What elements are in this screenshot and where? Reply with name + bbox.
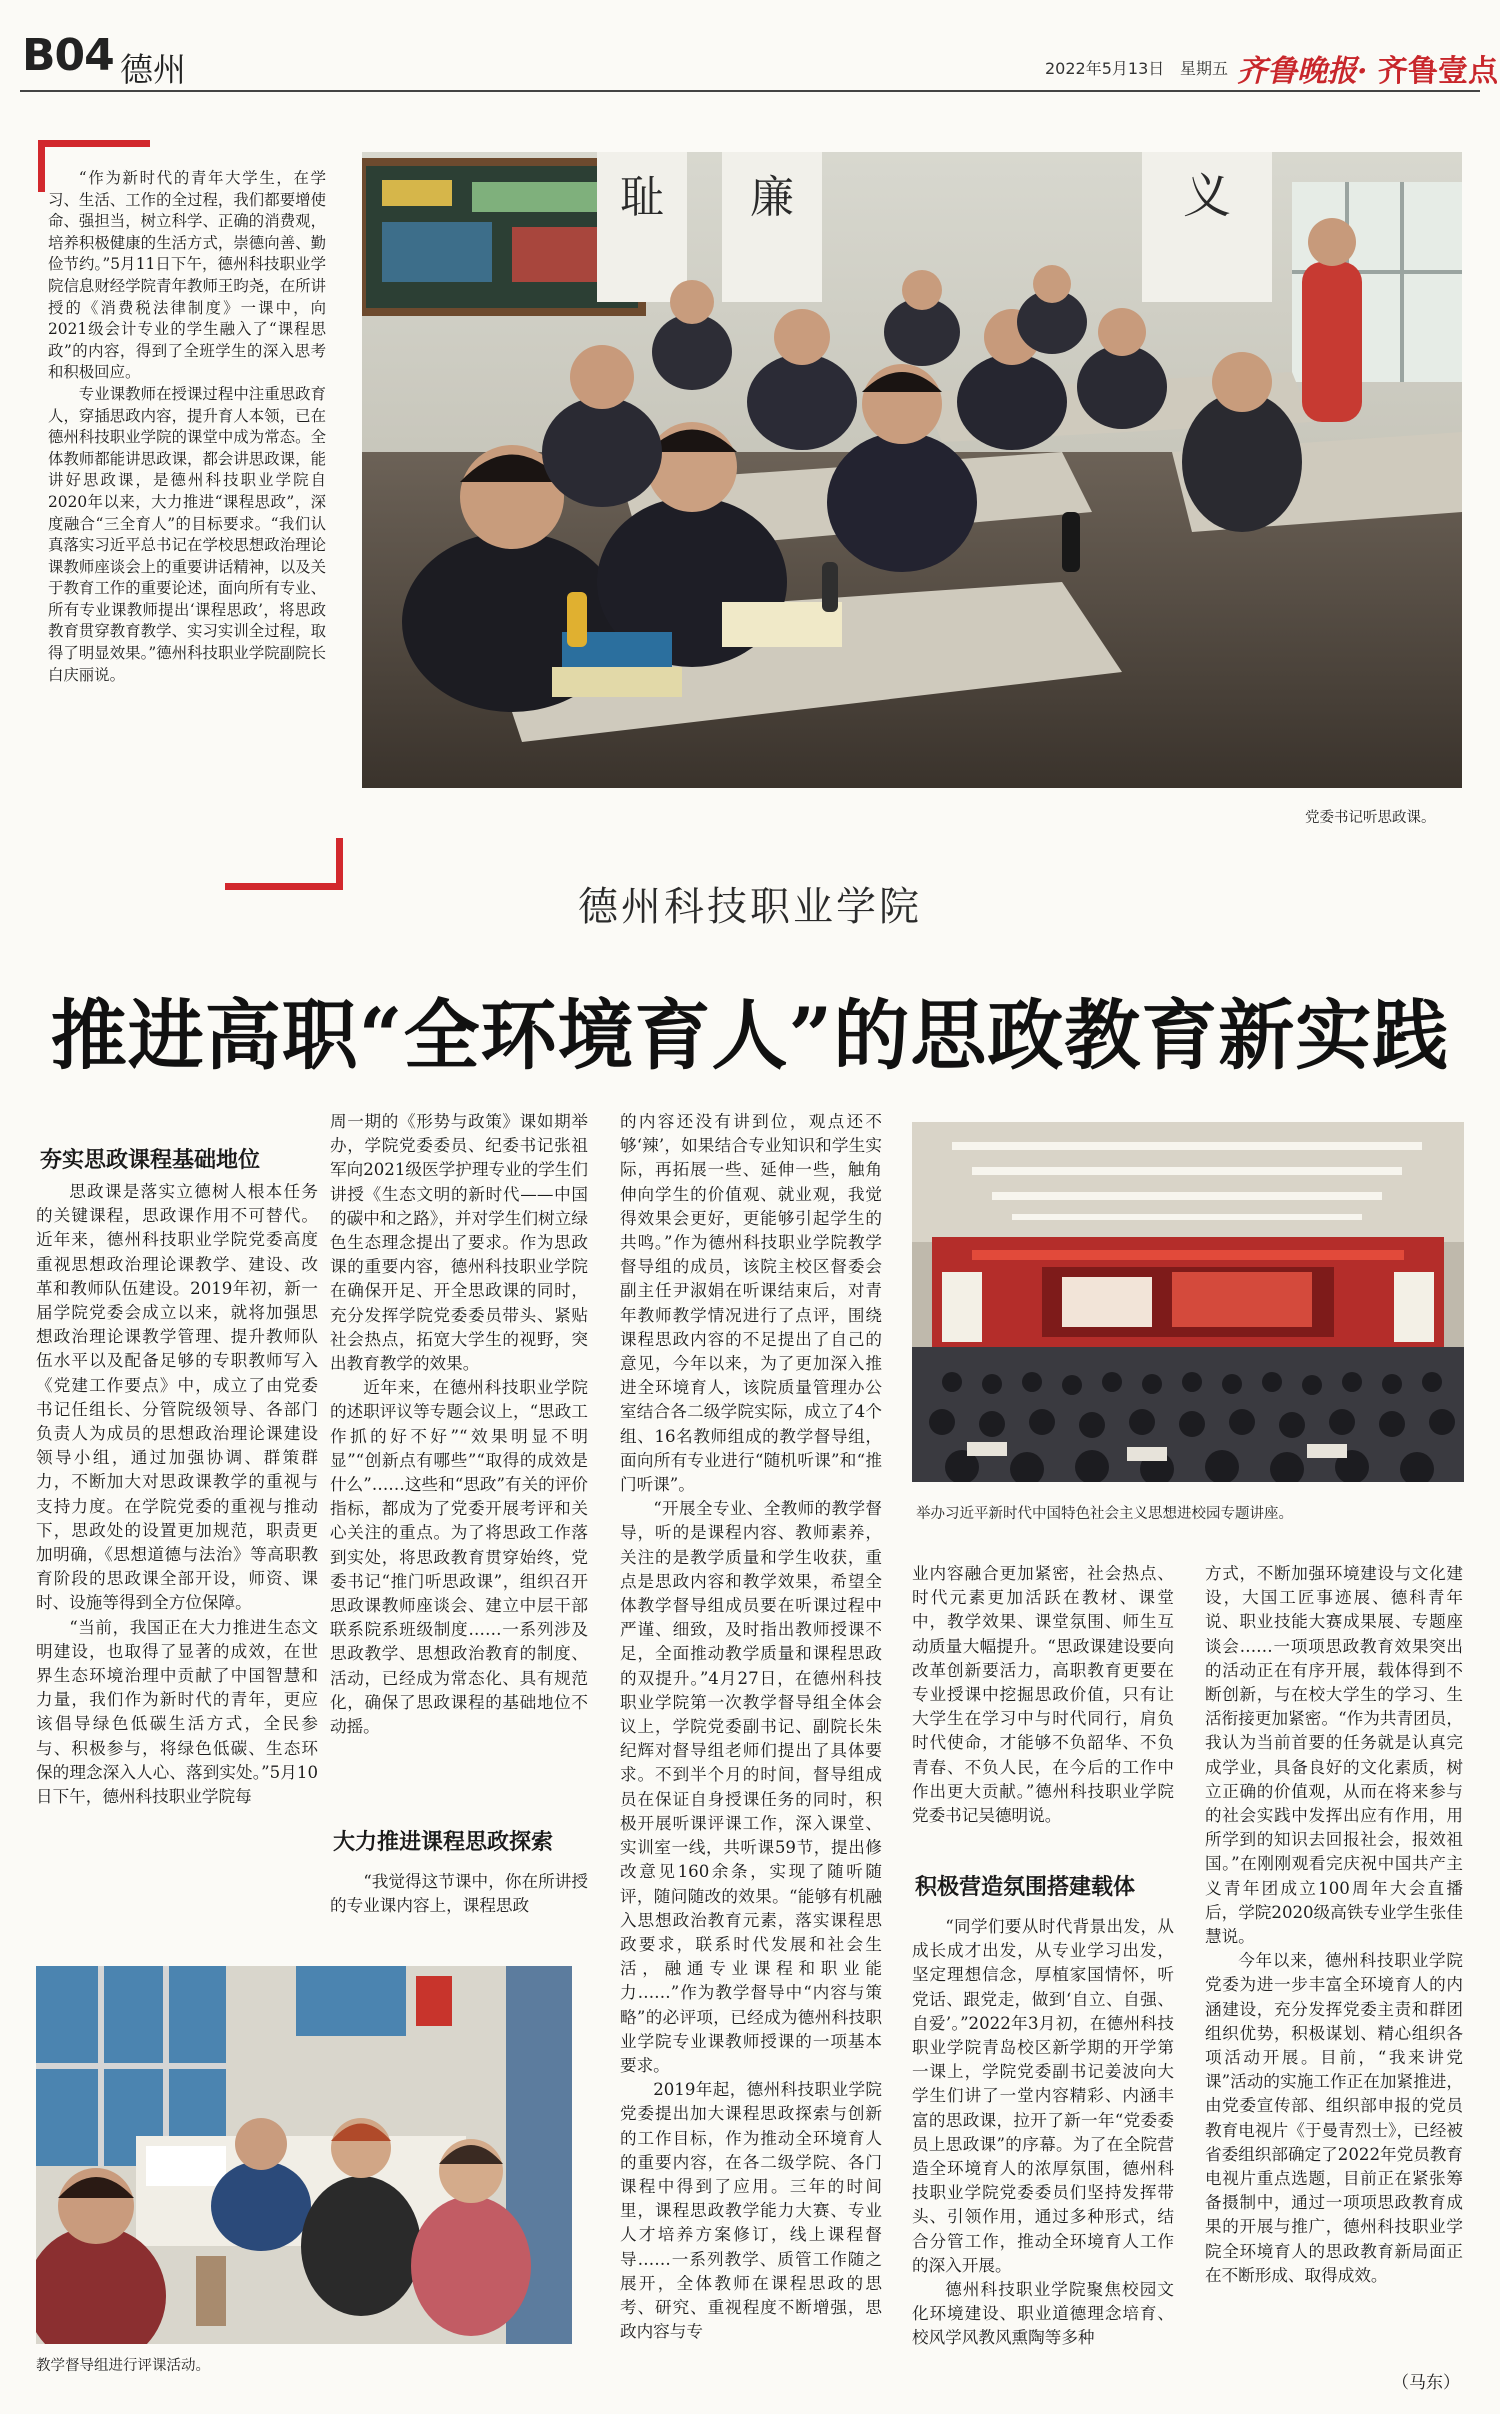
column-2 — [330, 1110, 588, 1739]
body-paragraph: 周一期的《形势与政策》课如期举办，学院党委委员、纪委书记张祖军向2021级医学护理专业的学生们讲授《生态文明的新时代——中国的碳中和之路》，并对学生们树立绿色生态理念提出了要求。作为思政课的重要内容，德州科技职业学院在确保开足、开全思政课的同时，充分发挥学院党委委员带头、紧贴社会热点，拓宽大学生的视野，突出教育教学的效果。 — [330, 1112, 588, 1374]
photo-caption: 举办习近平新时代中国特色社会主义思想进校园专题讲座。 — [916, 1506, 1293, 1522]
body-paragraph: 近年来，在德州科技职业学院的述职评议等专题会议上，“思政工作抓的好不好”“效果明显不明显”“创新点有哪些”“取得的成效是什么”……这些和“思政”有关的评价指标，都成为了党委开展考评和关心关注的重点。为了将思政工作落到实处，将思政教育贯穿始终，党委书记“推门听思政课”，组织召开思政课教师座谈会、建立中层干部联系院系班级制度……一系列涉及思政教学、思想政治教育的制度、活动，已经成为常态化、具有规范化，确保了思政课程的基础地位不动摇。 — [330, 1378, 588, 1737]
newspaper-logo: 齐鲁晚报· — [1237, 54, 1368, 89]
body-paragraph: 的内容还没有讲到位，观点还不够‘辣’，如果结合专业知识和学生实际，再拓展一些、延伸一些，触角伸向学生的价值观、就业观，我觉得效果会更好，更能够引起学生的共鸣。”作为德州科技职业学院教学督导组的成员，该院主校区督委会副主任尹淑娟在听课结束后，对青年教师教学情况进行了点评，围绕课程思政内容的不足提出了自己的意见，今年以来，为了更加深入推进全环境育人，该院质量管理办公室结合各二级学院实际，成立了4个组、16名教师组成的教学督导组，面向所有专业进行“随机听课”和“推门听课”。 — [620, 1112, 882, 1495]
body-paragraph: 思政课是落实立德树人根本任务的关键课程，思政课作用不可替代。近年来，德州科技职业学院党委高度重视思想政治理论课教学、建设、改革和教师队伍建设。2019年初，新一届学院党委会成立以来，就将加强思想政治理论课教学管理、提升教师队伍水平以及配备足够的专职教师写入《党建工作要点》中，成立了由党委书记任组长、分管院级领导、各部门负责人为成员的思想政治理论课建设领导小组，通过加强协调、群策群力，不断加大对思政课教学的重视与支持力度。在学院党委的重视与推动下，思政处的设置更加规范，职责更加明确，《思想道德与法治》等高职教育阶段的思政课全部开设，师资、课时、设施等得到全方位保障。 — [36, 1182, 318, 1613]
body-paragraph: “当前，我国正在大力推进生态文明建设，也取得了显著的成效，在世界生态环境治理中贡献了中国智慧和力量，我们作为新时代的青年，更应该倡导绿色低碳生活方式，全民参与、积极参与，将绿色低碳、生态环保的理念深入人心、落到实处。”5月10日下午，德州科技职业学院每 — [36, 1617, 318, 1807]
wall-char: 义 — [1182, 168, 1232, 224]
intro-text — [48, 168, 326, 686]
author-byline: （马东） — [1392, 2373, 1460, 2393]
subhead-3: 积极营造氛围搭建载体 — [915, 1875, 1136, 1900]
evaluation-photo — [36, 1966, 572, 2344]
body-paragraph: “同学们要从时代背景出发，从成长成才出发，从专业学习出发，坚定理想信念，厚植家国情怀，听党话、跟党走，做到‘自立、自强、自爱’。”2022年3月初，在德州科技职业学院青岛校区新学期的开学第一课上，学院党委副书记姜波向大学生们讲了一堂内容精彩、内涵丰富的思政课，拉开了新一年“党委委员上思政课”的序幕。为了在全院营造全环境育人的浓厚氛围，德州科技职业学院党委委员们坚持发挥带头、引领作用，通过多种形式，结合分管工作，推动全环境育人工作的深入开展。 — [912, 1917, 1174, 2275]
header-rule — [20, 90, 1480, 92]
subhead-2: 大力推进课程思政探索 — [333, 1830, 554, 1855]
issue-date: 2022年5月13日 — [1045, 59, 1165, 78]
body-paragraph: “我觉得这节课中，你在所讲授的专业课内容上，课程思政 — [330, 1872, 588, 1916]
wall-char: 耻 — [620, 172, 664, 223]
section-name: 德州 — [120, 50, 186, 89]
intro-paragraph: “作为新时代的青年大学生，在学习、生活、工作的全过程，我们都要增使命、强担当，树立科学、正确的消费观，培养积极健康的生活方式，崇德向善、勤俭节约。”5月11日下午，德州科技职业学院信息财经学院青年教师王昀尧，在所讲授的《消费税法律制度》一课中，向2021级会计专业的学生融入了“课程思政”的内容，得到了全班学生的深入思考和积极回应。 — [48, 169, 326, 382]
column-3 — [620, 1110, 882, 2344]
article-headline: 推进高职“全环境育人”的思政教育新实践 — [50, 991, 1450, 1080]
body-paragraph: 方式，不断加强环境建设与文化建设，大国工匠事迹展、德科青年说、职业技能大赛成果展、专题座谈会……一项项思政教育效果突出的活动正在有序开展，载体得到不断创新，与在校大学生的学习、生活衔接更加紧密。“作为共青团员，我认为当前首要的任务就是认真完成学业，具备良好的文化素质，树立正确的价值观，从而在将来参与的社会实践中发挥出应有作用，用所学到的知识去回报社会，报效祖国。”在刚刚观看完庆祝中国共产主义青年团成立100周年大会直播后，学院2020级高铁专业学生张佳慧说。 — [1205, 1564, 1463, 1947]
app-logo: 齐鲁壹点 — [1378, 54, 1498, 89]
intro-paragraph: 专业课教师在授课过程中注重思政育人，穿插思政内容，提升育人本领，已在德州科技职业学院的课堂中成为常态。全体教师都能讲思政课，都会讲思政课，能讲好思政课，是德州科技职业学院自2020年以来，大力推进“课程思政”，深度融合“三全育人”的目标要求。“我们认真落实习近平总书记在学校思想政治理论课教师座谈会上的重要讲话精神，以及关于教育工作的重要论述，面向所有专业、所有专业课教师提出‘课程思政’，将思政教育贯穿教育教学、实习实训全过程，取得了明显效果。”德州科技职业学院副院长白庆丽说。 — [48, 384, 326, 684]
photo-caption: 党委书记听思政课。 — [1305, 810, 1436, 826]
body-paragraph: 业内容融合更加紧密，社会热点、时代元素更加活跃在教材、课堂中，教学效果、课堂氛围、师生互动质量大幅提升。“思政课建设要向改革创新要活力，高职教育更要在专业授课中挖掘思政价值，只有让大学生在学习中与时代同行，肩负时代使命，才能够不负韶华、不负青春、不负人民，在今后的工作中作出更大贡献。”德州科技职业学院党委书记吴德明说。 — [912, 1564, 1174, 1826]
body-paragraph: 德州科技职业学院聚焦校园文化环境建设、职业道德理念培育、校风学风教风熏陶等多种 — [912, 2280, 1174, 2348]
issue-weekday: 星期五 — [1180, 59, 1229, 78]
photo-caption: 教学督导组进行评课活动。 — [36, 2358, 210, 2374]
subhead-1: 夯实思政课程基础地位 — [40, 1148, 261, 1173]
column-1 — [36, 1180, 318, 1809]
body-paragraph: “开展全专业、全教师的教学督导，听的是课程内容、教师素养，关注的是教学质量和学生收获，重点是思政内容和教学效果，希望全体教学督导组成员要在听课过程中严谨、细致，及时指出教师授课不足，全面推动教学质量和课程思政的双提升。”4月27日，在德州科技职业学院第一次教学督导组全体会议上，学院党委副书记、副院长朱纪辉对督导组老师们提出了具体要求。不到半个月的时间，督导组成员在保证自身授课任务的同时，积极开展听课评课工作，深入课堂、实训室一线，共听课59节，提出修改意见160余条，实现了随听随评，随问随改的效果。“能够有机融入思想政治教育元素，落实课程思政要求，联系时代发展和社会生活，融通专业课程和职业能力……”作为教学督导中“内容与策略”的必评项，已经成为德州科技职业学院专业课教师授课的一项基本要求。 — [620, 1499, 882, 2075]
column-4-cont — [912, 1915, 1174, 2351]
page-code: B04 — [22, 30, 114, 81]
body-paragraph: 今年以来，德州科技职业学院党委为进一步丰富全环境育人的内涵建设，充分发挥党委主责和群团组织优势，积极谋划、精心组织各项活动开展。目前，“我来讲党课”活动的实施工作正在加紧推进，由党委宣传部、组织部申报的党员教育电视片《于曼青烈士》，已经被省委组织部确定了2022年党员教育电视片重点选题，目前正在紧张筹备摄制中，通过一项项思政教育成果的开展与推广，德州科技职业学院全环境育人的思政教育新局面正在不断形成、取得成效。 — [1205, 1951, 1463, 2285]
body-paragraph: 2019年起，德州科技职业学院党委提出加大课程思政探索与创新的工作目标，作为推动全环境育人的重要内容，在各二级学院、各门课程中得到了应用。三年的时间里，课程思政教学能力大赛、专业人才培养方案修订，线上课程督导……一系列教学、质管工作随之展开，全体教师在课程思政的思考、研究、重视程度不断增强，思政内容与专 — [620, 2080, 882, 2342]
column-4 — [912, 1562, 1174, 1828]
auditorium-photo — [912, 1122, 1464, 1482]
classroom-photo — [362, 152, 1462, 788]
column-5 — [1205, 1562, 1463, 2288]
column-2-cont — [330, 1870, 588, 1918]
article-kicker: 德州科技职业学院 — [578, 884, 922, 930]
wall-char: 廉 — [750, 172, 794, 223]
